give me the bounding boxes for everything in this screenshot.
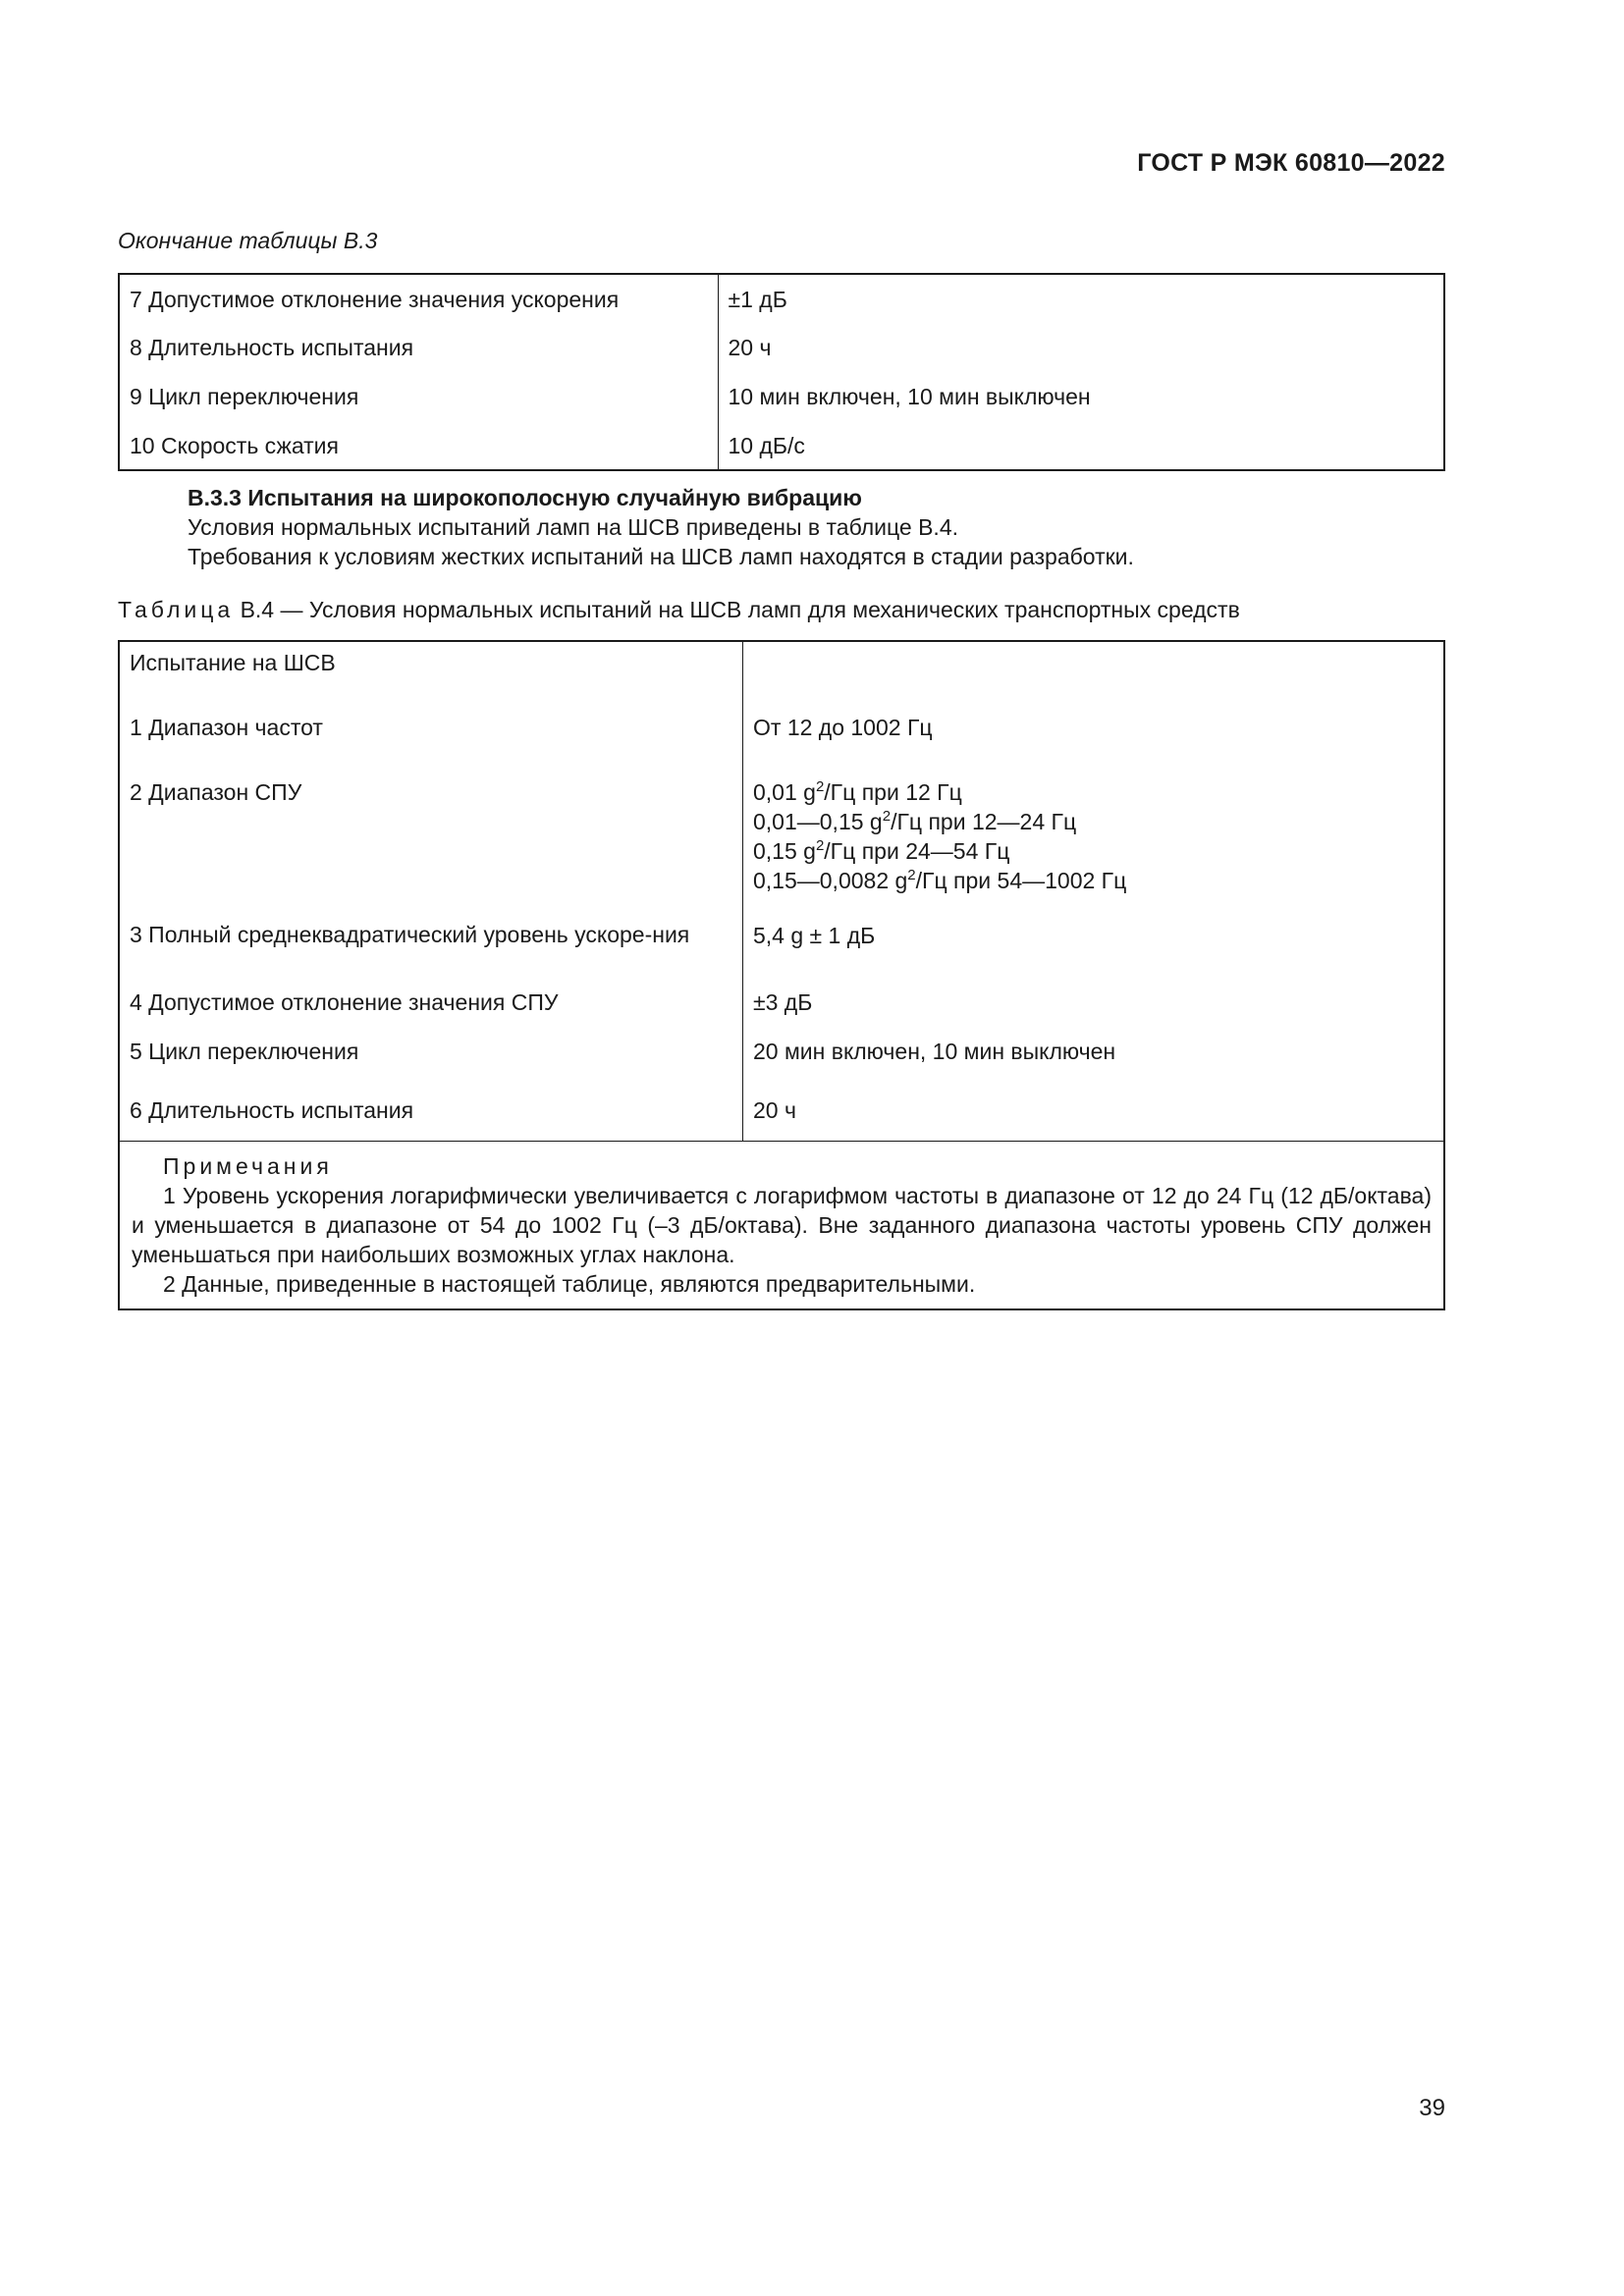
value-line: 0,15—0,0082 $g^2/Гц$ при 54—1002 Гц: [753, 867, 1127, 893]
note-2: 2 Данные, приведенные в настоящей таблице, являются предварительными.: [163, 1271, 976, 1297]
row-label: 9 Цикл переключения: [119, 372, 718, 421]
table-b3-end: [118, 273, 1445, 471]
row-value-multiline: [743, 775, 1445, 919]
row-value: ±3 дБ: [753, 989, 813, 1015]
section-title: В.3.3 Испытания на широкополосную случайную вибрацию: [188, 485, 862, 510]
section-paragraph: Требования к условиям жестких испытаний на ШСВ ламп находятся в стадии разработки.: [188, 544, 1134, 569]
row-value: 10 мин включен, 10 мин выключен: [728, 384, 1091, 409]
row-label: 8 Длительность испытания: [119, 323, 718, 372]
row-label: 10 Скорость сжатия: [119, 421, 718, 470]
row-label: 5 Цикл переключения: [119, 1033, 743, 1092]
value-line: 0,15 $g^2/Гц$ при 24—54 Гц: [753, 837, 1010, 864]
section-paragraph: Условия нормальных испытаний ламп на ШСВ приведены в таблице В.4.: [188, 514, 958, 540]
table-b4: [118, 640, 1445, 1310]
header-empty: [743, 641, 1445, 711]
header-label: Испытание на ШСВ: [119, 641, 743, 711]
table-row: [119, 711, 1444, 775]
table-caption-prefix: Таблица: [118, 597, 235, 622]
table-caption-text: В.4 — Условия нормальных испытаний на ШСВ ламп для механических транспортных средств: [240, 597, 1240, 622]
row-value: 10 дБ/с: [728, 433, 805, 458]
table-row: [119, 919, 1444, 986]
table-row: [119, 323, 1444, 372]
row-label: 3 Полный среднеквадратический уровень ускоре-ния: [119, 919, 743, 986]
value-line: 0,01—0,15 $g^2/Гц$ при 12—24 Гц: [753, 808, 1077, 834]
row-value: ±1 дБ: [728, 287, 787, 312]
row-value: От 12 до 1002 Гц: [753, 715, 933, 740]
note-1: 1 Уровень ускорения логарифмически увеличивается с логарифмом частоты в диапазоне от 12 до 24 Гц (12 дБ/октава) и уменьшается в диапазоне от 54 до 1002 Гц (–3 дБ/октава). Вне заданного диапазона частоты уровень СПУ должен уменьшаться при наибольших возможных углах наклона.: [132, 1183, 1432, 1267]
table-header-row: [119, 641, 1444, 711]
table-b4-caption: [118, 597, 1240, 623]
page-number: 39: [1419, 2095, 1445, 2121]
row-label: 4 Допустимое отклонение значения СПУ: [119, 986, 743, 1033]
document-code: ГОСТ Р МЭК 60810—2022: [1137, 149, 1445, 177]
row-value: 20 ч: [728, 335, 772, 360]
table-row: [119, 421, 1444, 470]
row-label: 6 Длительность испытания: [119, 1092, 743, 1142]
table-row: [119, 372, 1444, 421]
notes-cell: [119, 1142, 1444, 1310]
table-row: [119, 1092, 1444, 1142]
row-value: 5,4 g ± 1 дБ: [753, 923, 876, 948]
table-row: [119, 1033, 1444, 1092]
table-continuation-caption: Окончание таблицы В.3: [118, 228, 378, 253]
table-row: [119, 986, 1444, 1033]
row-label: 7 Допустимое отклонение значения ускорения: [119, 274, 718, 323]
value-line: 0,01 $g^2/Гц$ при 12 Гц: [753, 778, 962, 805]
row-value: 20 мин включен, 10 мин выключен: [753, 1039, 1116, 1064]
table-notes-row: [119, 1142, 1444, 1310]
table-row: [119, 775, 1444, 919]
notes-heading: Примечания: [163, 1153, 333, 1179]
table-row: [119, 274, 1444, 323]
row-label: 1 Диапазон частот: [119, 711, 743, 775]
row-value: 20 ч: [753, 1097, 796, 1123]
row-label: 2 Диапазон СПУ: [119, 775, 743, 919]
